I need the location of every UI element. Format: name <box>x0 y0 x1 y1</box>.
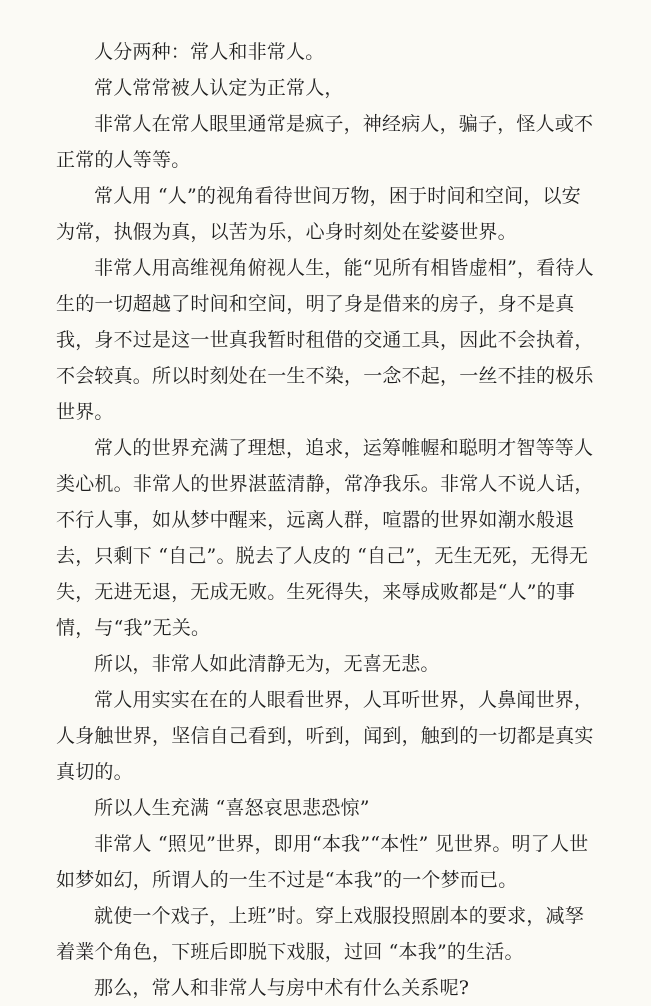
paragraph-2: 常人常常被人认定为正常人， <box>94 77 344 99</box>
paragraph-7: 所以，非常人如此清静无为，无喜无悲。 <box>94 653 440 675</box>
paragraph-4: 常人用 “人”的视角看待世间万物，困于时间和空间，以安为常，执假为真，以苦为乐，心身时刻处在娑婆世界。 <box>56 185 581 243</box>
paragraph-6: 常人的世界充满了理想，追求，运筹帷幄和聪明才智等等人类心机。非常人的世界湛蓝清静，常净我乐。非常人不说人话，不行人事，如从梦中醒来，远离人群，喧嚣的世界如潮水般退去，只剩下 “自己”。脱去了人皮的 “自己”，无生无死，无得无失，无进无退，无成无败。生死得失，来辱成败都是“人”的事情，与“我”无关。 <box>56 437 594 639</box>
paragraph-3: 非常人在常人眼里通常是疯子，神经病人，骗子，怪人或不正常的人等等。 <box>56 113 594 171</box>
paragraph-8: 常人用实实在在的人眼看世界，人耳听世界，人鼻闻世界，人身触世界，坚信自己看到，听到，闻到，触到的一切都是真实真切的。 <box>56 689 594 783</box>
paragraph-11: 就使一个戏子，上班”时。穿上戏服投照剧本的要求，减孥着業个角色，下班后即脱下戏服，过回 “本我”的生活。 <box>56 905 584 963</box>
paragraph-1: 人分两种：常人和非常人。 <box>94 41 325 63</box>
paragraph-5: 非常人用高维视角俯视人生，能“见所有相皆虚相”，看待人生的一切超越了时间和空间，明了身是借来的房子，身不是真我，身不过是这一世真我暂时租借的交通工具，因此不会执着，不会较真。所以时刻处在一生不染，一念不起，一丝不挂的极乐世界。 <box>56 257 594 423</box>
article-body <box>56 34 596 1006</box>
paragraph-9: 所以人生充满 “喜怒哀思悲恐惊” <box>94 797 370 819</box>
paragraph-10: 非常人 “照见”世界，即用“本我”“本性” 见世界。明了人世如梦如幻，所谓人的一生不过是“本我”的一个梦而已。 <box>56 833 589 891</box>
paragraph-12: 那么，常人和非常人与房中术有什么关系呢? <box>94 977 470 999</box>
